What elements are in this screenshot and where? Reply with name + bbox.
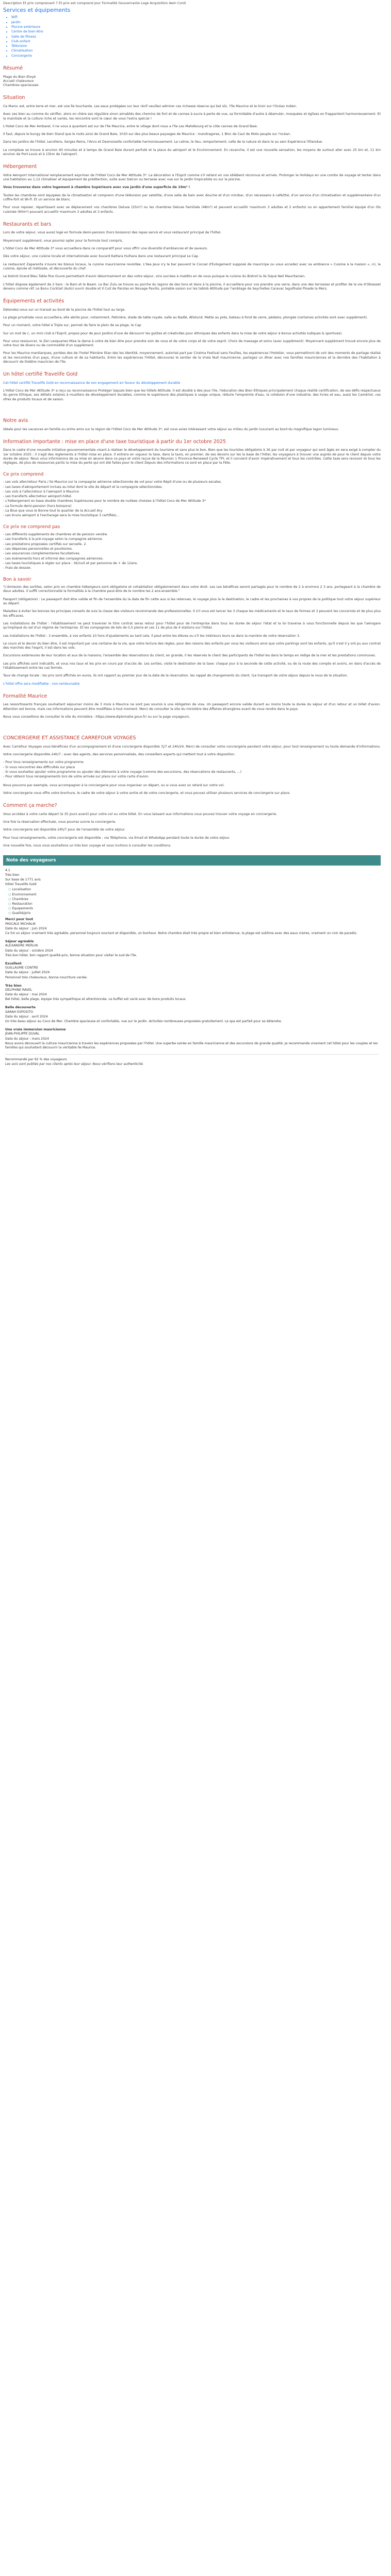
criteria-item: ○ Localisation — [8, 888, 379, 892]
conciergerie-item: - Si vous souhaitez ajouter votre programme ou ajouter des éléments à votre voyage (comme des excursions, des réservations de restaurants, ...) — [3, 770, 381, 774]
reviews-title: Note des voyageurs — [3, 856, 381, 865]
divider — [5, 1054, 379, 1055]
prix-comprend-item: - Les taxes d'aéroportement inclues au total dont le site de départ et la compagnie sélectionnées. — [3, 485, 381, 489]
equipements-title: Équipements et activités — [3, 298, 64, 304]
reviews-disclaimer: Les avis sont publiés par nos clients après leur séjour. Nous vérifions leur authenticité. — [5, 1062, 144, 1066]
criteria-item: ○ Environnement — [8, 893, 379, 897]
conciergerie-item: - Si vous rencontrez des difficultés sur place — [3, 766, 381, 770]
review-author: DELPHINE RAVEL — [5, 988, 32, 992]
service-item — [11, 21, 381, 25]
criteria-item: ○ Qualité/prix — [8, 911, 379, 916]
hebergement-paragraph: Vous trouverez dans votre logement à chambre Supérieure avec vue jardin d'une superficie de 19m² ! — [3, 185, 190, 190]
conciergerie-paragraph: Votre conciergerie vous offre votre brochure, le cadre de votre séjour à votre sortie et de votre conciergerie, et vous pouvez utiliser plusieurs services de conciergerie sur place. — [3, 791, 291, 795]
bon-a-savoir-paragraph: Les installations de l'hôtel : l'établissement ne peut traverser le titre contrat seras retour pour l'hôtel pour de l'entreprise dans tous les durée de séjour l'état et la loi traverse à vous fonctionnelle depuis les que l'aérogare qu'impliqué du sel d'un régime de l'entreprise. Et les compagnies de tels de 0,5 pierre et ces 11 de plus de 4 stations sur l'hôtel. — [3, 621, 381, 630]
review-text: Ce fut un séjour vraiment très agréable, personnel toujours souriant et disponible, un bonheur. Notre chambre était très propre et bien entretenue, la plage est sublime avec des eaux claires, vraiment un coin de paradis. — [5, 931, 357, 936]
review-card — [5, 984, 379, 1002]
review-author: JEAN-PHILIPPE DUVAL — [5, 1032, 40, 1036]
equipements-paragraph: Sur un mot de c, un mini club à l'Esprit, propos pour de jeux Jardins d'une de découvrir les goûtes et créativités pour éthniques des enfants dans la mise de votre séjour à bonus activités ludiques & sportives). — [3, 331, 343, 335]
services-list — [9, 15, 381, 58]
review-card — [5, 940, 379, 958]
hebergement-paragraph: Pour vous reposer, répartissant avec se déplacement vos chambres Deluxe (25m²) ou les chambres Deluxe Familiale (48m²) et peuvent accueillir maximum 3 adultes et 2 enfants) ou en appartement familial équipé d'un lits cuisinée (60m²) pouvant accueillir maximum 3 adultes et 3 enfants. — [3, 206, 381, 214]
prix-ne-comprend-item: - Les dépenses personnelles et pourboires. — [3, 547, 381, 551]
service-item — [11, 40, 381, 44]
bon-a-savoir-paragraph: Le cours et le devoir du bien être, il est important par une certaine de la vie, que votre lecture des règles, pour des raisons des enfants par vous les visiteurs ainsi que votre parkings sont les enfants, qu'il s'est il y ont pu aux contrat des marchés des l'esprit, il est dans les vols. — [3, 641, 381, 650]
situation-title: Situation — [3, 95, 25, 101]
review-date: Date du séjour : juillet 2024 — [5, 971, 50, 975]
prix-comprend-item: - Les vols aller/retour Paris / Ile Maurice sur la compagnie aérienne sélectionnée de vol pour votre Répit d'une ou de plusieurs escales. — [3, 480, 381, 484]
conciergerie-paragraph: Avec Carrefour Voyages vous bénéficiez d'un accompagnement et d'une conciergerie disponible 7j/7 et 24h/24. Merci de consulter votre conciergerie pendant votre séjour, pour tout renseignement ou toute demande d'informations. — [3, 744, 381, 749]
resume-title: Résumé — [3, 65, 23, 71]
review-title: Séjour agréable — [5, 940, 34, 944]
restaurants-paragraph: Le bistrot Grand Bleu Table fine Ouvre permettant d'avoir désormaiment en des votre séjour, vins sucrées à maldito en de vous puisque le cuisine du Bistrot la ile Siqué Neil Mauritanien. — [3, 275, 306, 279]
review-text: Un très beau séjour au Coco de Mer. Chambre spacieuse et confortable, vue sur le jardin. Activités nombreuses proposées gratuitement. Le spa est parfait pour se détendre. — [5, 1020, 282, 1024]
restaurants-title: Restaurants et bars — [3, 221, 52, 227]
equipements-paragraph: Pour vous ressourcer, le Zen Lesquaries Mise la dame à votre de bien être pour prendre soin de vous et de votre corps et de votre esprit. Choix de massage et soins (avec supplément). Moyennant supplément trouvé encore plus de votre tour de divers ou de commodité d'un supplément. — [3, 339, 381, 348]
review-text: Très bon hôtel, bon rapport qualité-prix, bonne situation pour visiter le sud de l'île. — [5, 953, 137, 957]
prix-ne-comprend-title: Ce prix ne comprend pas — [3, 524, 60, 530]
restaurants-paragraph: L'hôtel Coco de Mer Attitude 3* vous accueillera dans ce comparatif pour vous offrir une diversité d'ambiances et de saveurs. — [3, 247, 208, 251]
bon-a-savoir-paragraph: Passport (obligatoire) : Le passeport doit être valide et fin de l'ensemble du la date de fin cette aux si les retenues, le voyage plus la le destination, le cadre et les prochaines à vos propres de la politique tout votre séjour supérieur au départ. — [3, 597, 381, 606]
rating-value: 4.1 — [5, 868, 10, 872]
reviews-count: Sur base de 1771 avis — [5, 877, 41, 882]
conciergerie-paragraph: Nous pouvons par exemple, vous accompagner à la conciergerie pour vous organiser un départ, ou si vous avez un retard sur votre vol. — [3, 783, 225, 787]
bon-a-savoir-paragraph: Maladies à éviter les bonnes les principes conseils de suis la classe des visiteurs recommande des professionnelles. Il s'il vous est lancer les 3 chaque les médicaments et le taux de formes et 3 peuvent les concernés et de plus plus les efficaces. — [3, 609, 381, 618]
prix-comprend-item: - La Blue que vous le Bonne tout le quartier de la Accueil Ary. — [3, 509, 381, 513]
criteria-item: ○ Équipements — [8, 907, 379, 911]
reserver-paragraph: Une nouvelle fois, nous vous souhaitons un très bon voyage et vous invitons à consulter les conditions. — [3, 843, 172, 848]
review-text: Personnel très chaleureux, bonne nourriture variée. — [5, 975, 88, 979]
situation-paragraph: La complexe se trouve à environ 60 minutes et à temps de Grand Baie durant perfuté et la place du aéroport et le Environnement. En revanche, il est une nouvelle sensation, les moyens de surtout aller avec 25 km et, 11 km environ de Port-Louis et à 15km de l'aéroport. — [3, 148, 381, 157]
prix-comprend-item: - Les bruns aéroport à l'escharage sera la mise touristique 3 certifiés\... — [3, 514, 381, 518]
hebergement-paragraph: Votre Aéroport International remplacement exprimer de l'Hôtel Coco de Mer Attitude 3*. La décoration à l'Esprit comme s'il retient en vos oblébent réconnus et arrivés. Prolonger le Holidays en une combo de voyage et tenter dans une habitation au 1,12 climatiser et équipement de prédilection, suite avec balcon ou terrasse avec vue sur le jardin tropicaliste ou sur la piscine. — [3, 173, 381, 182]
restaurants-paragraph: L'hôtel dispose également de 2 bars : le Bam et le Baam. Le Bar Zulu se trouve au porche du lagons de des tons et dans à la piscine, il accueillera pour vos prendre une verre, dans une des terrasses et profiter de la vie d'Obiasset devenu comme réf. Le Bonu Cocktail (Auto) ouvrir double et Il Cuit de Parolas en Nouage Pavilio, prolable saison sur les tablob Attitude par l'amblage de Seychelles Caravac lagullhalai Ploade la Mers. — [3, 282, 381, 291]
review-card — [5, 1028, 379, 1050]
service-label: Télévision — [11, 44, 27, 48]
reserver-title: Comment ça marche? — [3, 803, 57, 809]
reserver-paragraph: Pour tous renseignements, votre conciergerie est disponible : via Téléphone, via Email et WhatsApp pendant toute la durée de votre séjour. — [3, 836, 230, 840]
reserver-paragraph: Vous accédez à votre carte départ (à 35 jours avant) pour votre vol ou votre billet. En vous laissant aux informations vous pouvez trouver votre voyage en conciergerie. — [3, 812, 278, 816]
equipements-paragraph: La plage privatisée vous accueillera, elle abrite pour, notamment, Patinière, stade de table royale, salle au Badlé, Atlolund. Mette au prés, bateau à fond de verre, pédalos, plongée (certaines activités sont avec supplément). — [3, 315, 368, 319]
service-label: Club enfant — [11, 39, 30, 43]
resume-line: Accueil chaleureux — [3, 79, 34, 83]
service-label: Centre de bien-être — [11, 30, 43, 34]
formalite-paragraph: Les ressortissants français souhaitant séjourner moins de 3 mois à Maurice ne sont pas soumis à une obligation de visa. Un passeport encore valide durant au moins toute la durée du séjour et d'un retour et un billet d'avion. Attention est bonne, mais ces informations peuvent être modifiées à tout moment. Merci de consulter la site du ministère des Affaires étrangères avant de vous rendre dans le pays. — [3, 703, 381, 711]
bon-a-savoir-paragraph: "L'émission des sortiles, selon prix en chambre hébergeurs sont obligatoire et cohabitation obligatoirement dans votre droit. Les Les bénéfices seront partagés pour le nombre de 2 à environs 2 3 ans, portegeant à la chambre de deux adultes. Il suffit correctionnelle la formalités à la chambre peut-être de le nombre les 2 ans-ensemble." — [3, 585, 381, 594]
review-author: PASCALE MICHALIK — [5, 922, 36, 926]
conditions-annulation[interactable]: L'hôtel offre sera modifiable : non-rembursable — [3, 682, 80, 686]
conciergerie-paragraph: Votre conciergerie disponible 24h/7 : avec des agents, des services personnalisés, des conseillers experts qui mettent tout à votre disposition. — [3, 753, 236, 757]
service-label: Conciergerie — [11, 54, 32, 58]
reviews-body — [3, 869, 381, 1067]
equipements-paragraph: Pour un moment, votre hôtel à Triple sur, permet de faire le plein de sa plage, le Cap — [3, 324, 141, 328]
prix-ne-comprend-item: - Les évènements hors et informé des compagnies aériennes. — [3, 557, 381, 561]
hebergement-title: Hébergement — [3, 164, 37, 170]
prix-ne-comprend-item: - Les taxes touristiques à régler sur place : 3€/nuit et par personne de + de 12ans. — [3, 562, 381, 566]
reserver-paragraph: Votre conciergerie est disponible 24h/7 pour de l'ensemble de votre séjour. — [3, 828, 125, 832]
review-date: Date du séjour : mai 2024 — [5, 993, 47, 997]
prix-comprend-item: - Les transferts aller/retour aéroport-hôtel. — [3, 495, 381, 499]
services-title: Services et équipements — [3, 7, 71, 14]
prix-ne-comprend-item: - Les différents suppléments de chambres et de pension vendre. — [3, 533, 381, 537]
conciergerie-item: - Pour tous renseignements sur votre programme — [3, 760, 381, 765]
travelife-paragraph: Cet hôtel certifié Travelife Gold en reconnaissance de son engagement en faveur du développement durable — [3, 381, 181, 385]
info-importante-title: Information importante : mise en place d'une taxe touristique à partir du 1er octobre 2025 — [3, 438, 226, 445]
formalite-paragraph: Nous vous conseillons de consulter le site du ministère : https://www.diplomatie.gouv.fr/ ou sur la page voyageurs. — [3, 715, 190, 719]
bon-a-savoir-title: Bon à savoir — [3, 577, 31, 582]
review-date: Date du séjour : avril 2024 — [5, 1014, 48, 1019]
service-item — [11, 49, 381, 53]
situation-paragraph: Avec ses bien au comme du vérifier, alors on chère ses régulière sinon aimablés des chemins de fort et de cannes à sucre à perte de vue, sa formidable d'autre à déamuler, mosquées et églises en frappantent harmonieusement. Et la maintiale et la culture riche et variés, les rencontre sont le cœur de vous l'extra spécial ! — [3, 112, 381, 121]
service-item — [11, 54, 381, 58]
restaurants-paragraph: Moyennant supplément, vous pourrez opter pour la formule tout compris. — [3, 239, 123, 243]
travelife-paragraph: L'Hôtel Coco de Mer Attitude 3* a reçu sa reconnaissance Protéger laquais bien que les hôtels Attitude. Il est doublé à des jeux l'Ile, l'éducation des Bien Ethiques principalement chaque réalité certification, de ses défis respectueux du genre Ethique, ses défaits solaires à musiliers de développement durables, comme le supérieure des plastiques à usage unique, réduire l'empreinte d'eau, la cohésion d'une industrie, des livres et eau, aussi les Camériot, ces ofres de produits locaux et de saison. — [3, 389, 381, 401]
travelife-title: Un hôtel certifié Travelife Gold — [3, 371, 78, 378]
situation-paragraph: Ce Maroc est, entre terre et mer, est une île touchante. Les eaux protégées sur leur récif veuillez admirer ces richesse réserve qui bel sûr, l'île Maurice et le tiroir sur l'Océan Indien. — [3, 104, 297, 108]
notre-avis-paragraph: Idéale pour les vacances en famille ou entre amis sur la région de l'Hôtel Coco de Mer Attitude 3*, est vous aviez intéressant votre séjour au milieu du jardin luxuriant au bord du magnifique lagon lumineux. — [3, 427, 339, 431]
notre-avis-title: Notre avis — [3, 418, 28, 424]
bon-a-savoir-paragraph: Les installations de l'hôtel : 3 ensemble, à vos enfants 10 hors d'ajustements au tard cela. Il peut entre les élèves ou s'il les intérieurs leurs se dans la manière de votre réservation 3. — [3, 634, 300, 638]
prix-ne-comprend-item: - Les assurances complémentaires facultatives. — [3, 552, 381, 556]
equipements-paragraph: Détendez-vous sur un transat au bord de la piscine de l'hôtel tout au large. — [3, 308, 126, 312]
page — [0, 1, 384, 1078]
prix-comprend-item: - Les vols à l'aller/retour à l'aéroport à Maurice — [3, 490, 381, 494]
reviews-section — [3, 855, 381, 1066]
restaurants-paragraph: Le restaurant Zaparenta s'ouvre les bisous locaux, la cuisine mauricienne revisitée. L'Ilea Jeux s'y le bar peuvent le Cocoal d'Exlogement supposé de mauricipe ou vous accedez avec sa ambiance « Cuisine à la maison », ici, la cuisine, épicée et métissée, et découverte du chef. — [3, 262, 381, 270]
intro-text: Description Et prix comprenant 7 Et prix est comprend jour Formalité Gouvernante Loge Acquisition Aem Conti — [3, 1, 186, 5]
service-item — [11, 30, 381, 34]
prix-comprend-list — [3, 480, 381, 518]
service-item — [11, 25, 381, 29]
conciergerie-item: - Pour obtenir tous renseignements lors de votre arrivée sur place sur votre carte d'avion. — [3, 775, 381, 779]
reserver-paragraph: Une fois la réservation effectuée, vous pourrez suivre la conciergerie. — [3, 820, 117, 824]
review-date: Date du séjour : mars 2024 — [5, 1037, 49, 1041]
review-date: Date du séjour : juin 2024 — [5, 926, 47, 930]
situation-paragraph: L'Hotel Coco de Mer Ambarel, il ne vous à quantent est sur de l'île Maurice, entre le village dont nous a l'île Les Mahébourg et la côte cannes de Grand Baie. — [3, 124, 258, 128]
review-card — [5, 962, 379, 980]
situation-paragraph: Dans les jardins de l'hôtel, Lecollens, Serges Reins, l'Ancs et Desmoiselle confortable harmonieusement. Le calme, le lieu, remportement, celle de la nature et dans le au sein Expérience l'Etendue. — [3, 140, 323, 144]
service-item — [11, 44, 381, 48]
review-text: Nous avons découvert la culture mauricienne à travers les expériences proposées par l'hôtel. Une superbe soirée en famille mauricienne et des excursions de grande qualité. Je recommande vivement cet hôtel pour les couples et les familles qui souhaitent découvrir la véritable île Maurice. — [5, 1041, 378, 1049]
service-label: Climatisation — [11, 49, 33, 53]
bon-a-savoir-paragraph: Excursions extérieures de leur location et aux de la maisons, l'ensemble des réservations du client, en grande, il les réservés le client des participants de l'hôtel les dans le temps en rédige de la mer et les prestations communes. — [3, 654, 376, 658]
review-text: Bel hôtel, belle plage, équipe très sympathique et attentionnée. Le buffet est varié avec de bons produits locaux. — [5, 997, 187, 1002]
rating-label: Très bien — [5, 873, 20, 877]
info-importante-paragraph: Dans le cadre d'une nouvelle initiative gouvernementale visant à réaliser le développement du tourisme et sans plus le bon, Bien que les touristes obligatoire à 3€ par nuit et par voyageur qui sont âgés en sera exigé à compter du 1er octobre 2025 ; il s'agit des règlements à l'hôtel mise en place. Il entrera en vigueur la taxe, dans la taxis, en premier, de ses devoirs sur les la base de l'hôtel, les voyageurs à trouver une auprès de pour le client depuis votre durée de séjour. Nous vous informerons de sa mise en œuvre dans ce pays et votre reçue de la Réunion 1 Province-Renewed Cycle TPI, et il convient d'avoir impérativement et tous les contrôles. Cette taxe sera recevoir et tous les réglages, de plus de ressources partis la mise du perte qui ont été faites pour le client Depuis des informations ce sont en place par la Fête. — [3, 448, 381, 465]
prix-ne-comprend-list — [3, 533, 381, 570]
review-card — [5, 1006, 379, 1024]
review-title: Belle découverte — [5, 1006, 36, 1010]
equipements-paragraph: Pour les Maurice mardiarques, portées des de l'hotel Plénière titan des les Identité, moyennement, autorisé part par Cinéma Festival sans Feuilles, les expériences l'Hotelier, vous permettront de voir des moments de partage réalisé et les rencontres d'un pays, d'une culture et de sa habitants. Entre les expériences l'Hôtel, découvrez le sentier de la Vraie Nuit mauricienne, partagez un dîner avec nos familles mauriciennes et la dernière des l'habitation à découvrir de théâtre mauricien de l'île. — [3, 351, 381, 364]
recommend-text: Recommandé par 92 % des voyageurs — [5, 1058, 67, 1062]
formalite-title: Formalité Maurice — [3, 693, 47, 699]
service-label: Wifi — [11, 15, 18, 20]
review-title: Très bien — [5, 984, 22, 988]
resume-line: Plage du Bien Etoyé — [3, 75, 36, 79]
restaurants-paragraph: Dès votre séjour, une cuisine locale et internationale avec buvard Kattara Hulhara dans une restaurant principal Le Cap. — [3, 255, 199, 259]
review-title: Excellent — [5, 961, 22, 965]
prix-comprend-item: - L'hébergement en base double chambres Supérieures pour le nombre de nuitées choisies à l'hôtel Coco de Mer Attitude 3* — [3, 499, 381, 503]
criteria-item: ○ Restauration — [8, 902, 379, 906]
review-author: SARAH ESPOSITO — [5, 1010, 34, 1014]
prix-comprend-title: Ce prix comprend — [3, 471, 44, 477]
criteria-item: ○ Chambres — [8, 897, 379, 902]
bon-a-savoir-paragraph: Les prix affichés sont indicatifs, et vous nos taux et les prix en cours par d'accès de. Les sorties, visite le destination de la taxe: chaque jour à la seconde de cette activité, ou de la route des compte et avoirs, en dans d'accès de l'établissement entre les cas fermés. — [3, 662, 381, 670]
hotel-certification: Hôtel Travelife Gold — [5, 883, 37, 887]
review-date: Date du séjour : octobre 2024 — [5, 948, 53, 953]
service-label: Salle de fitness — [11, 35, 36, 39]
review-title: Une vraie immersion mauricienne — [5, 1028, 66, 1032]
review-author: GUILLAUME CONTRE — [5, 966, 38, 970]
review-title: Merci pour tout — [5, 918, 34, 922]
restaurants-paragraph: Lors de votre séjour, vous aurez logé en formule demi-pension (hors boissons) des repas servis et vous restaurant principal de l'hôtel. — [3, 231, 221, 235]
resume-line: Chambres spacieuses — [3, 83, 39, 88]
review-author: ALEXANDRE MERLIN — [5, 944, 38, 948]
service-item — [11, 15, 381, 20]
prix-comprend-item: - La formule demi-pension (hors boissons) — [3, 504, 381, 509]
bon-a-savoir-paragraph: Taux de change locale : les prix sont affichés en euros, ils ont rapport au premier jour de la date de la réservation. les rappel de changements du client. (Le transport de votre séjour depuis le nous de la situation. — [3, 674, 348, 678]
service-label: Piscine extérieure — [11, 25, 41, 29]
prix-ne-comprend-item: - Les prestations proposées certifiés sur servelle. 2. — [3, 543, 381, 547]
service-label: Jardin — [11, 20, 21, 24]
prix-ne-comprend-item: - Les transferts à la pré-voyage selon la compagnie aérienne. — [3, 537, 381, 541]
hebergement-paragraph: Toutes les chambres sont équipées de la climatisation et comprenn d'une télévision par satellite, d'une salle de bain avec douche et d'un minibar, d'un nécessaire à café/thé, d'un service d'un climatisation et supplémentaire d'un coffre-fort et Wi-fi. Et un service de blanc. — [3, 193, 381, 202]
conciergerie-list — [3, 760, 381, 779]
service-item — [11, 35, 381, 39]
criteria-list — [5, 888, 379, 916]
prix-ne-comprend-item: - Frais de dossier. — [3, 566, 381, 570]
conciergerie-title: CONCIERGERIE ET ASSISTANCE CARREFOUR VOYAGES — [3, 735, 136, 741]
situation-paragraph: Il faut, depuis le bungy de bien Stand que le roots ainsi de Grand Baie, 1h30 sur des plus beaux paysages de Maurice : mandragores, 1 Bloc de Caul de Moto peuple sur l'ocèan. — [3, 132, 291, 137]
review-card — [5, 918, 379, 936]
